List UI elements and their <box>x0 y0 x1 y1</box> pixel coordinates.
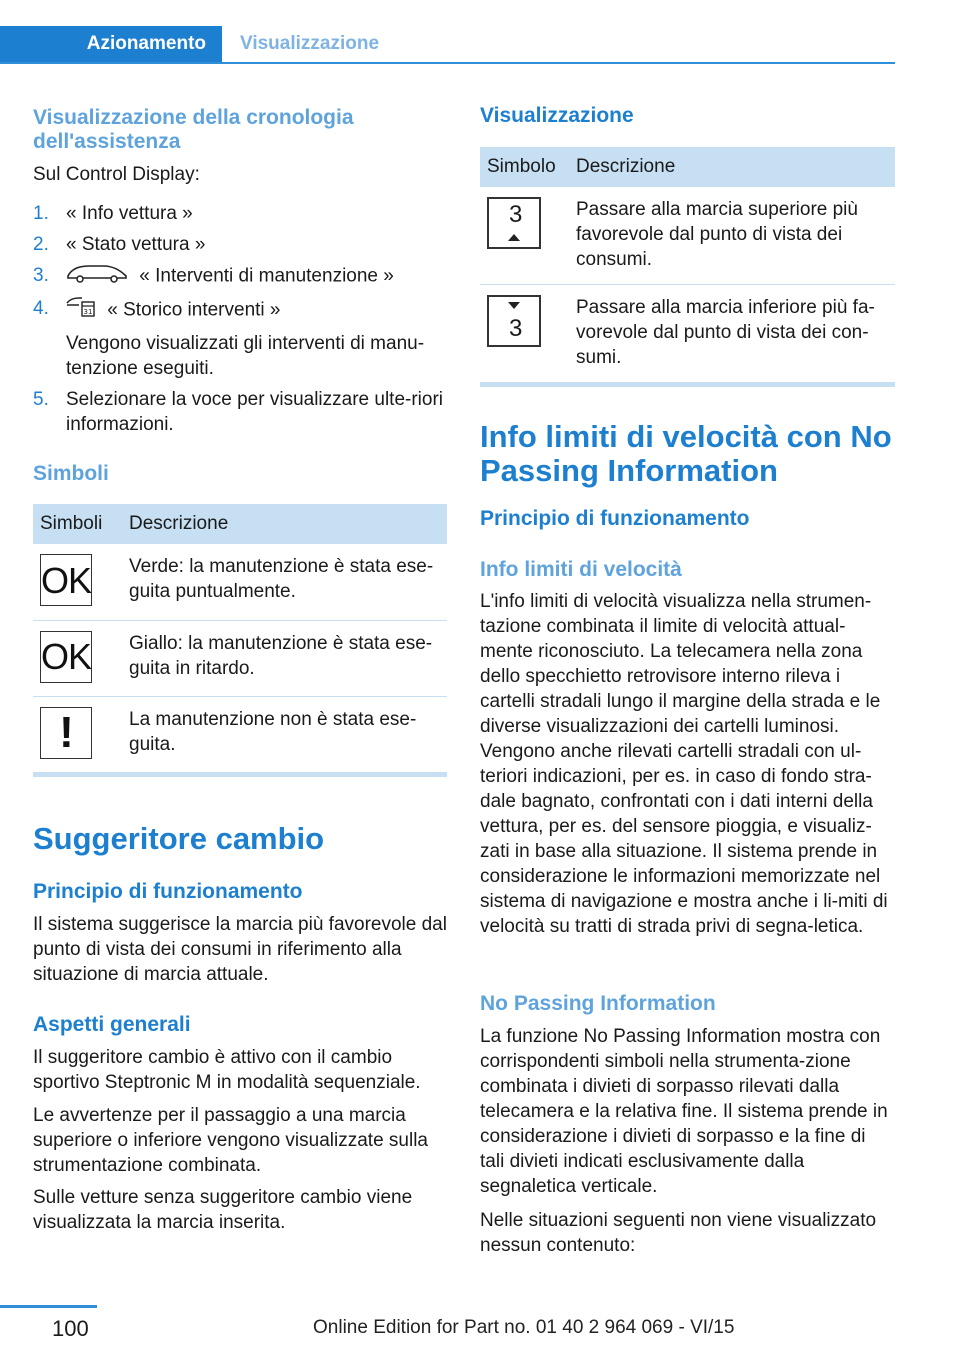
speed-limit-text: L'info limiti di velocità visualizza nella strumen-tazione combinata il limite di velocità attual-mente riconosciuto. La telecamera nella zona dello specchietto retrovisore interno rileva i cartelli stradali lungo il margine della strada e le diverse visualizzazioni dei cartelli luminosi. Vengono anche rilevati cartelli stradali con ul-teriori indicazioni, per es. in caso di fondo stra-dale bagnato, confrontati con i dati interni della vettura, per es. del sensore pioggia, e visualiz-zati in base alla situazione. Il sistema prende in considerazione le informazioni memorizzate nel sistema di navigazione e mostra anche i li-miti di velocità su tratti di strada privi di segna-letica. <box>480 591 888 937</box>
no-passing-heading: No Passing Information <box>480 992 716 1015</box>
col-header-symbols: Simboli <box>33 504 122 544</box>
principle-text: Il sistema suggerisce la marcia più favorevole dal punto di vista dei consumi in riferimento alla situazione di marcia attuale. <box>33 914 447 985</box>
table-divider <box>480 382 895 387</box>
principle-heading: Principio di funzionamento <box>33 880 303 903</box>
table-divider <box>33 772 447 777</box>
step-number: 5. <box>33 389 49 410</box>
step-subtext: Vengono visualizzati gli interventi di manu-tenzione eseguiti. <box>66 333 425 379</box>
steps-list <box>33 201 447 443</box>
gear-up-icon: 3 <box>487 197 541 249</box>
gear-down-icon: 3 <box>487 295 541 347</box>
col-header-description: Descrizione <box>122 504 447 544</box>
general-text-3: Sulle vetture senza suggeritore cambio viene visualizzata la marcia inserita. <box>33 1187 413 1233</box>
table-cell-desc: Verde: la manutenzione è stata ese-guita puntualmente. <box>122 544 447 620</box>
step-text: « Storico interventi » <box>107 299 281 321</box>
table-row <box>33 696 447 772</box>
car-service-icon <box>66 263 128 290</box>
table-cell-icon <box>33 696 122 772</box>
table-row <box>480 285 895 383</box>
tab-azionamento[interactable]: Azionamento <box>0 26 222 62</box>
general-text-1: Il suggeritore cambio è attivo con il cambio sportivo Steptronic M in modalità sequenziale. <box>33 1047 421 1093</box>
table-header-row <box>33 504 447 544</box>
step-number: 4. <box>33 298 49 319</box>
table-cell-desc: Giallo: la manutenzione è stata ese-guita in ritardo. <box>122 620 447 696</box>
list-item <box>33 296 447 381</box>
speed-limit-heading: Info limiti di velocità <box>480 558 682 581</box>
step-number: 1. <box>33 203 49 224</box>
table-header-row <box>480 147 895 187</box>
speed-info-heading: Info limiti di velocità con No Passing Information <box>480 419 892 488</box>
list-item <box>33 201 447 226</box>
step-number: 2. <box>33 234 49 255</box>
history-intro: Sul Control Display: <box>33 164 200 185</box>
step-number: 3. <box>33 265 49 286</box>
gear-heading: Suggeritore cambio <box>33 821 325 856</box>
table-row <box>480 187 895 285</box>
gear-table <box>480 147 895 382</box>
table-cell-icon <box>33 544 122 620</box>
footer-rule <box>0 1305 97 1308</box>
display-heading: Visualizzazione <box>480 104 634 127</box>
list-item <box>33 232 447 257</box>
col-header-description: Descrizione <box>569 147 895 187</box>
edition-text: Online Edition for Part no. 01 40 2 964 069 - VI/15 <box>313 1317 735 1338</box>
ok-yellow-icon: OK <box>40 631 92 683</box>
step-text: « Stato vettura » <box>66 234 206 255</box>
step-text: « Info vettura » <box>66 203 193 224</box>
no-passing-text-2: Nelle situazioni seguenti non viene visualizzato nessun contenuto: <box>480 1210 877 1256</box>
service-history-icon <box>66 296 96 325</box>
ok-green-icon: OK <box>40 554 92 606</box>
table-cell-icon <box>480 187 569 285</box>
exclamation-icon: ! <box>40 707 92 759</box>
page-number: 100 <box>52 1316 89 1341</box>
list-item <box>33 263 447 290</box>
gear-table-wrap <box>480 147 895 387</box>
symbols-table-wrap <box>33 504 447 777</box>
list-item <box>33 387 447 437</box>
tab-visualizzazione[interactable]: Visualizzazione <box>240 33 380 54</box>
table-row <box>33 620 447 696</box>
step-text: « Interventi di manutenzione » <box>139 265 394 287</box>
table-cell-icon <box>480 285 569 383</box>
symbols-heading: Simboli <box>33 462 109 485</box>
col-header-symbol: Simbolo <box>480 147 569 187</box>
general-heading: Aspetti generali <box>33 1013 191 1036</box>
header-tabs <box>0 26 895 64</box>
principle-heading: Principio di funzionamento <box>480 507 750 530</box>
no-passing-text-1: La funzione No Passing Information mostra con corrispondenti simboli nella strumenta-zione combinata i divieti di sorpasso rilevati dalla telecamera e la relativa fine. Il sistema prende in considerazione i divieti di sorpasso e la fine di tali divieti indicati esclusivamente dalla segnaletica verticale. <box>480 1026 888 1197</box>
svg-text:31: 31 <box>83 308 93 316</box>
table-cell-desc: Passare alla marcia superiore più favorevole dal punto di vista dei consumi. <box>569 187 895 285</box>
table-row <box>33 544 447 620</box>
step-text: Selezionare la voce per visualizzare ulte-riori informazioni. <box>66 389 444 435</box>
table-cell-desc: Passare alla marcia inferiore più fa-vorevole dal punto di vista dei con-sumi. <box>576 297 875 368</box>
table-cell-icon <box>33 620 122 696</box>
symbols-table <box>33 504 447 772</box>
history-heading: Visualizzazione della cronologia dell'assistenza <box>33 106 354 153</box>
table-cell-desc: La manutenzione non è stata ese-guita. <box>129 708 417 755</box>
general-text-2: Le avvertenze per il passaggio a una marcia superiore o inferiore vengono visualizzate sulla strumentazione combinata. <box>33 1105 429 1176</box>
